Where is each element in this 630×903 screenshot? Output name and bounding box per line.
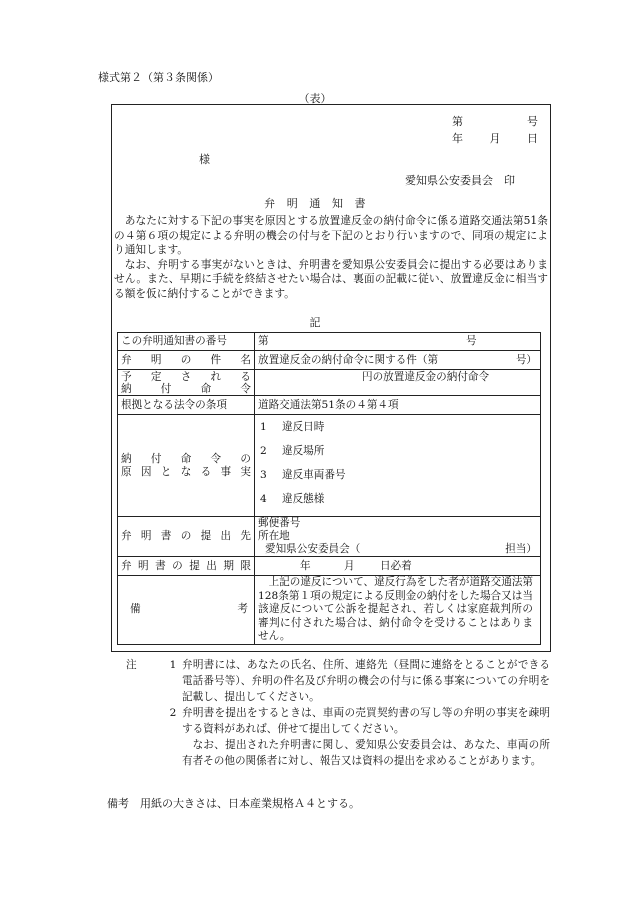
table-row [118,576,541,645]
body-paragraph-2: なお、弁明する事実がないときは、弁明書を愛知県公安委員会に提出する必要はありません。また、早期に手続を終結させたい場合は、裏面の記載に従い、放置違反金に相当する額を仮に納付することができます。 [114,257,548,300]
deadline-year: 年 [300,559,311,572]
row-value [255,415,541,517]
notice-table [117,332,541,645]
body-paragraph-1: あなたに対する下記の事実を原因とする放置違反金の納付命令に係る道路交通法第51条の４第６項の規定による弁明の機会の付与を下記のとおり行いますので、同項の規定により通知します。 [114,214,548,256]
face-label: （表） [298,92,332,105]
form-label: 様式第２（第３条関係） [98,71,219,84]
note-number: 2 [169,707,177,719]
recipient-suffix: 様 [199,153,210,166]
table-row [118,517,541,557]
document-title: 弁 明 通 知 書 [264,197,366,210]
row-value [255,557,541,576]
body-text [114,214,548,301]
row-label [118,576,255,645]
row-value [255,576,541,645]
row1-prefix: 第 [258,335,269,347]
row2-suffix: 号） [515,353,537,366]
note-item [126,705,550,737]
row-label: 弁明の件名 [118,351,255,370]
deadline-day: 日必着 [379,559,412,572]
notes-head: 注 [126,659,137,671]
row-label: 根拠となる法令の条項 [118,396,255,415]
fact-item: 3 違反車両番号 [260,469,346,481]
remarks-text: 上記の違反について、違反行為をした者が道路交通法第128条第１項の規定による反則金の納付をした場合又は当該違反について公訴を提起され、若しくは家庭裁判所の審判に付された場合は、納付命令を受けることはありません。 [258,576,534,642]
footer-remark: 備考 用紙の大きさは、日本産業規格Ａ４とする。 [107,797,360,810]
date-month: 月 [489,132,501,145]
fact-item: 4 違反態様 [260,493,325,505]
dest-charge: 担当） [505,543,537,555]
notes [126,657,550,769]
date-day: 日 [527,132,538,145]
table-row [118,351,541,370]
table-row [118,370,541,396]
row-label: 納付命令の 原因となる事実 [118,415,255,517]
row-value [255,370,541,396]
table-row [118,396,541,415]
row-value [255,351,541,370]
note-number: 1 [169,659,177,671]
number-prefix: 第 [452,115,463,128]
date-year: 年 [452,132,463,145]
row-label: 予定される 納付命令 [118,370,255,396]
remarks-label-a: 備 [130,603,141,616]
row-value [255,517,541,557]
notice-number-line [452,113,538,130]
row1-suffix: 号 [465,335,477,347]
row-value: 道路交通法第51条の４第４項 [255,396,541,415]
address: 所在地 [258,530,290,542]
date-line [452,130,538,147]
note-text: 弁明書を提出をするときは、車両の売買契約書の写し等の弁明の事実を疎明する資料があれば、併せて提出してください。 [182,707,550,735]
row-label: 弁明書の提出期限 [118,557,255,576]
dest-office: 愛知県公安委員会（ [265,543,361,555]
number-date-block [452,113,538,147]
table-row [118,557,541,576]
row2-value: 放置違反金の納付命令に関する件（第 [258,353,439,366]
note-extra: なお、提出された弁明書に関し、愛知県公安委員会は、あなた、車両の所有者その他の関係者に対し、報告又は資料の提出を求めることがあります。 [182,739,550,767]
note-item [126,657,550,705]
fact-item: 2 違反場所 [260,445,325,457]
deadline-month: 月 [343,559,355,572]
row-label: 弁明書の提出先 [118,517,255,557]
table-row [118,333,541,351]
ki-marker: 記 [309,316,321,329]
table-row [118,415,541,517]
fact-item: 1 違反日時 [260,421,325,433]
row3-value: 円の放置違反金の納付命令 [362,371,490,383]
row-label: この弁明通知書の番号 [118,333,255,351]
note-item [126,737,550,769]
issuer: 愛知県公安委員会 印 [405,174,515,187]
remarks-label-b: 考 [237,603,248,616]
postal-code: 郵便番号 [258,517,301,529]
number-suffix: 号 [527,115,538,128]
row-value [255,333,541,351]
note-text: 弁明書には、あなたの氏名、住所、連絡先（昼間に連絡をとることができる電話番号等）、弁明の件名及び弁明の機会の付与に係る事案についての弁明を記載し、提出してください。 [182,659,550,703]
